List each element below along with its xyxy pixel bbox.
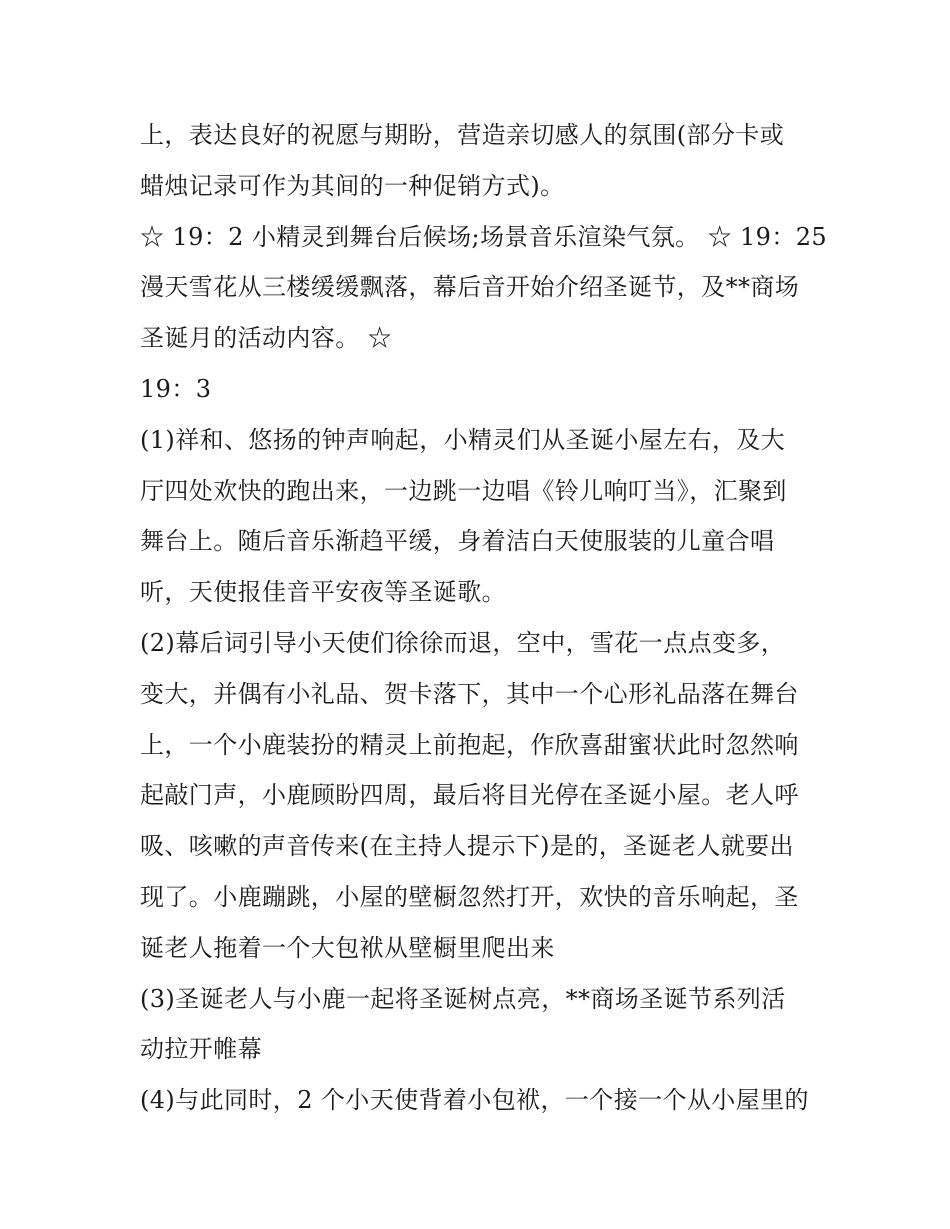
document-body [140,110,830,1126]
text-line: 圣诞月的活动内容。 ☆ [140,324,393,353]
text-line: 蜡烛记录可作为其间的一种促销方式)。 [140,171,565,200]
text-line: 漫天雪花从三楼缓缓飘落，幕后音开始介绍圣诞节，及**商场 [140,273,800,302]
text-line: 厅四处欢快的跑出来，一边跳一边唱《铃儿响叮当》，汇聚到 [140,476,787,505]
text-line: (1)祥和、悠扬的钟声响起，小精灵们从圣诞小屋左右，及大 [140,425,786,454]
text-line: (2)幕后词引导小天使们徐徐而退，空中，雪花一点点变多， [140,628,786,657]
text-line: 19：3 [140,374,212,403]
text-line: 听，天使报佳音平安夜等圣诞歌。 [140,578,506,607]
text-line: 吸、咳嗽的声音传来(在主持人提示下)是的，圣诞老人就要出 [140,832,794,861]
text-line: 现了。小鹿蹦跳，小屋的壁橱忽然打开，欢快的音乐响起，圣 [140,882,799,911]
text-line: 舞台上。随后音乐渐趋平缓，身着洁白天使服装的儿童合唱 [140,527,775,556]
text-line: ☆ 19：2 小精灵到舞台后候场;场景音乐渲染气氛。 ☆ 19：25 [140,222,828,251]
text-line: 动拉开帷幕 [140,1035,262,1064]
text-line: 起敲门声，小鹿顾盼四周，最后将目光停在圣诞小屋。老人呼 [140,781,799,810]
text-line: (3)圣诞老人与小鹿一起将圣诞树点亮，**商场圣诞节系列活 [140,984,786,1013]
text-line: (4)与此同时，2 个小天使背着小包袱，一个接一个从小屋里的 [140,1086,809,1115]
text-line: 变大，并偶有小礼品、贺卡落下，其中一个心形礼品落在舞台 [140,679,799,708]
text-line: 上，一个小鹿装扮的精灵上前抱起，作欣喜甜蜜状此时忽然响 [140,730,799,759]
text-line: 诞老人拖着一个大包袱从壁橱里爬出来 [140,933,555,962]
text-line: 上，表达良好的祝愿与期盼，营造亲切感人的氛围(部分卡或 [140,121,785,149]
